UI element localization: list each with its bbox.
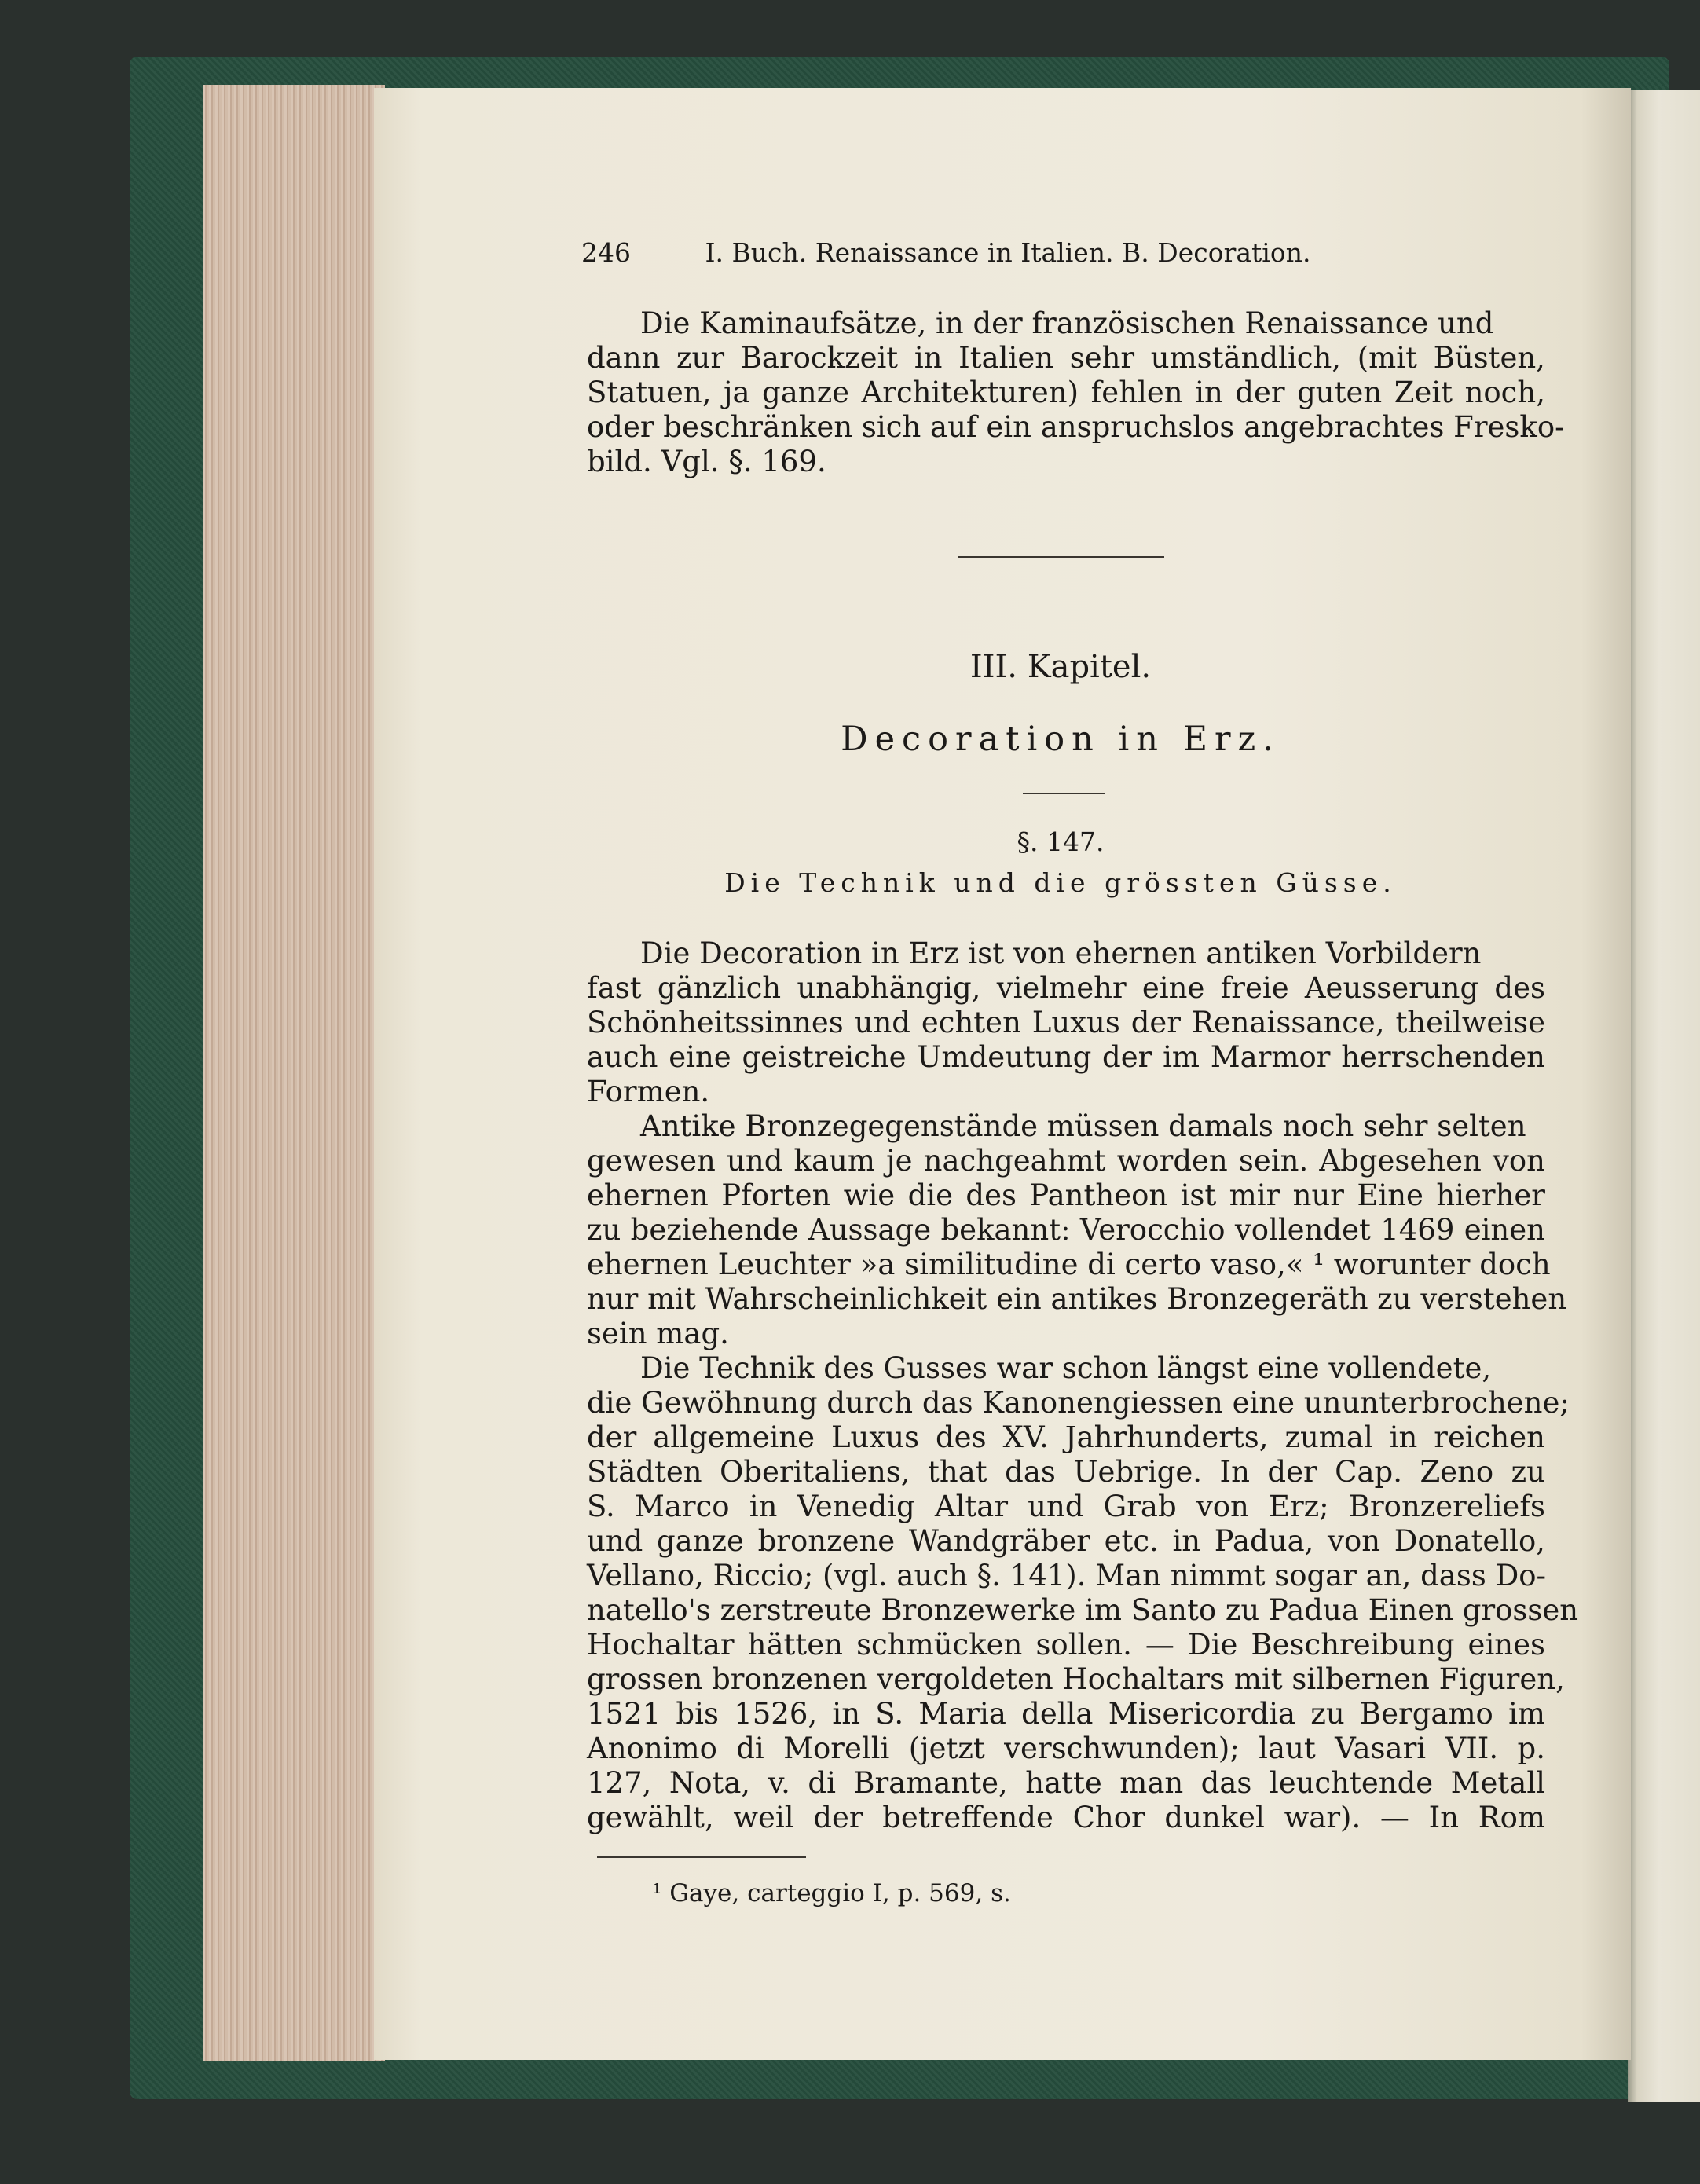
text-line: auch eine geistreiche Umdeutung der im Marmor herrschenden xyxy=(587,1040,1545,1074)
text-line: Die Decoration in Erz ist von ehernen antiken Vorbildern xyxy=(640,936,1482,970)
text-line: Formen. xyxy=(587,1075,710,1108)
text-line: Die Kaminaufsätze, in der französischen Renaissance und xyxy=(640,306,1494,340)
page-edges xyxy=(203,85,385,2061)
text-line: Vellano, Riccio; (vgl. auch §. 141). Man nimmt sogar an, dass Do- xyxy=(587,1559,1547,1592)
text-line: ehernen Leuchter »a similitudine di certo vaso,« ¹ worunter doch xyxy=(587,1248,1551,1281)
section-title: Die Technik und die grössten Güsse. xyxy=(724,867,1397,898)
text-line: Anonimo di Morelli (jetzt verschwunden); laut Vasari VII. p. xyxy=(587,1731,1545,1765)
text-line: Statuen, ja ganze Architekturen) fehlen in der guten Zeit noch, xyxy=(587,376,1545,409)
text-line: 127, Nota, v. di Bramante, hatte man das leuchtende Metall xyxy=(587,1766,1545,1800)
text-line: natello's zerstreute Bronzewerke im Santo zu Padua Einen grossen xyxy=(587,1593,1579,1627)
section-number: §. 147. xyxy=(1017,826,1105,857)
running-head xyxy=(581,237,1367,268)
text-line: bild. Vgl. §. 169. xyxy=(587,445,826,478)
text-line: dann zur Barockzeit in Italien sehr umständlich, (mit Büsten, xyxy=(587,341,1545,375)
text-line: oder beschränken sich auf ein anspruchslos angebrachtes Fresko- xyxy=(587,410,1565,444)
page-number: 246 xyxy=(581,237,631,268)
text-line: die Gewöhnung durch das Kanonengiessen eine ununterbrochene; xyxy=(587,1386,1570,1420)
text-line: Schönheitssinnes und echten Luxus der Renaissance, theilweise xyxy=(587,1006,1545,1039)
text-line: Antike Bronzegegenstände müssen damals noch sehr selten xyxy=(640,1109,1526,1143)
chapter-number: III. Kapitel. xyxy=(969,649,1152,685)
text-line: Hochaltar hätten schmücken sollen. — Die Beschreibung eines xyxy=(587,1628,1545,1662)
text-line: 1521 bis 1526, in S. Maria della Misericordia zu Bergamo im xyxy=(587,1697,1545,1731)
text-line: und ganze bronzene Wandgräber etc. in Padua, von Donatello, xyxy=(587,1524,1545,1558)
text-line: zu beziehende Aussage bekannt: Verocchio vollendet 1469 einen xyxy=(587,1213,1545,1247)
text-line: gewählt, weil der betreffende Chor dunkel war). — In Rom xyxy=(587,1801,1545,1834)
text-line: nur mit Wahrscheinlichkeit ein antikes Bronzegeräth zu verstehen xyxy=(587,1282,1567,1316)
footnote-divider xyxy=(597,1856,806,1858)
footnote: ¹ Gaye, carteggio I, p. 569, s. xyxy=(652,1879,1011,1907)
text-line: grossen bronzenen vergoldeten Hochaltars mit silbernen Figuren, xyxy=(587,1662,1565,1696)
text-line: der allgemeine Luxus des XV. Jahrhunderts, zumal in reichen xyxy=(587,1420,1545,1454)
text-line: Die Technik des Gusses war schon längst eine vollendete, xyxy=(640,1351,1492,1385)
text-line: gewesen und kaum je nachgeahmt worden sein. Abgesehen von xyxy=(587,1144,1545,1178)
section-divider xyxy=(958,556,1164,558)
text-line: S. Marco in Venedig Altar und Grab von Erz; Bronzereliefs xyxy=(587,1490,1545,1523)
opposite-page-edge xyxy=(1628,90,1700,2102)
chapter-divider xyxy=(1023,793,1105,794)
text-line: sein mag. xyxy=(587,1317,729,1350)
chapter-title: Decoration in Erz. xyxy=(841,720,1280,759)
text-line: ehernen Pforten wie die des Pantheon ist mir nur Eine hierher xyxy=(587,1178,1545,1212)
text-line: Städten Oberitaliens, that das Uebrige. In der Cap. Zeno zu xyxy=(587,1455,1545,1489)
text-line: fast gänzlich unabhängig, vielmehr eine freie Aeusserung des xyxy=(587,971,1545,1005)
running-title: I. Buch. Renaissance in Italien. B. Decoration. xyxy=(705,237,1311,268)
